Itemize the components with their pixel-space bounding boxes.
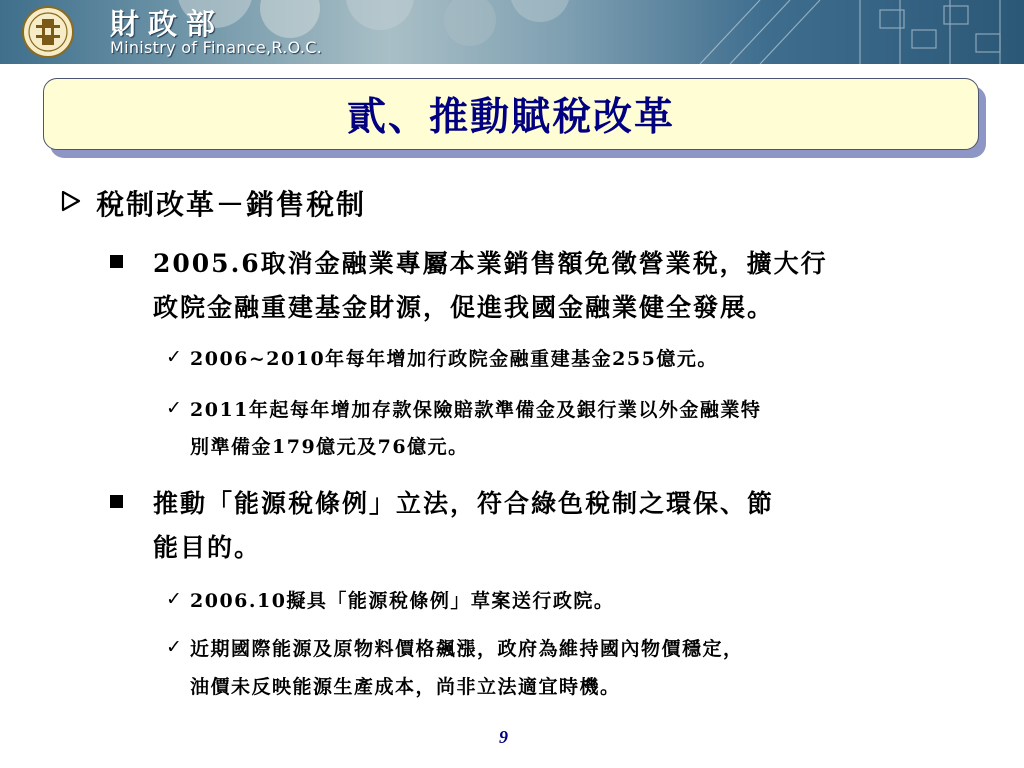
bullet-2-line-1: 推動「能源稅條例」立法，符合綠色稅制之環保、節: [153, 489, 775, 518]
header-banner: [0, 0, 1024, 64]
checkmark-bullet-icon: ✓: [166, 588, 182, 610]
checkmark-bullet-icon: ✓: [166, 636, 182, 658]
bullet-1-line-1: 2005.6取消金融業專屬本業銷售額免徵營業稅，擴大行: [153, 249, 828, 278]
title-box: [43, 78, 979, 150]
ministry-name-chinese: 財政部: [110, 7, 225, 41]
sub-bullet-2-1: 2006.10擬具「能源稅條例」草案送行政院。: [190, 590, 615, 612]
square-bullet-icon: [110, 255, 123, 268]
sub-bullet-2-2-line-2: 油價未反映能源生產成本，尚非立法適宜時機。: [190, 676, 621, 698]
slide-title: 貳、推動賦稅改革: [346, 94, 675, 140]
checkmark-bullet-icon: ✓: [166, 397, 182, 419]
bullet-1-line-2: 政院金融重建基金財源，促進我國金融業健全發展。: [153, 293, 775, 322]
square-bullet-icon: [110, 495, 123, 508]
section-heading: 稅制改革－銷售稅制: [96, 188, 367, 221]
ministry-emblem-icon: [22, 6, 74, 58]
sub-bullet-1-1: 2006~2010年每年增加行政院金融重建基金255億元。: [190, 348, 718, 370]
sub-bullet-1-2-line-1: 2011年起每年增加存款保險賠款準備金及銀行業以外金融業特: [190, 399, 762, 421]
sub-bullet-1-2-line-2: 別準備金179億元及76億元。: [190, 436, 469, 458]
bullet-2-line-2: 能目的。: [153, 533, 262, 562]
arrow-bullet-icon: [60, 190, 82, 212]
sub-bullet-2-2-line-1: 近期國際能源及原物料價格飆漲，政府為維持國內物價穩定，: [190, 638, 744, 660]
ministry-name-english: Ministry of Finance,R.O.C.: [110, 38, 323, 57]
checkmark-bullet-icon: ✓: [166, 346, 182, 368]
page-number: 9: [499, 727, 508, 747]
